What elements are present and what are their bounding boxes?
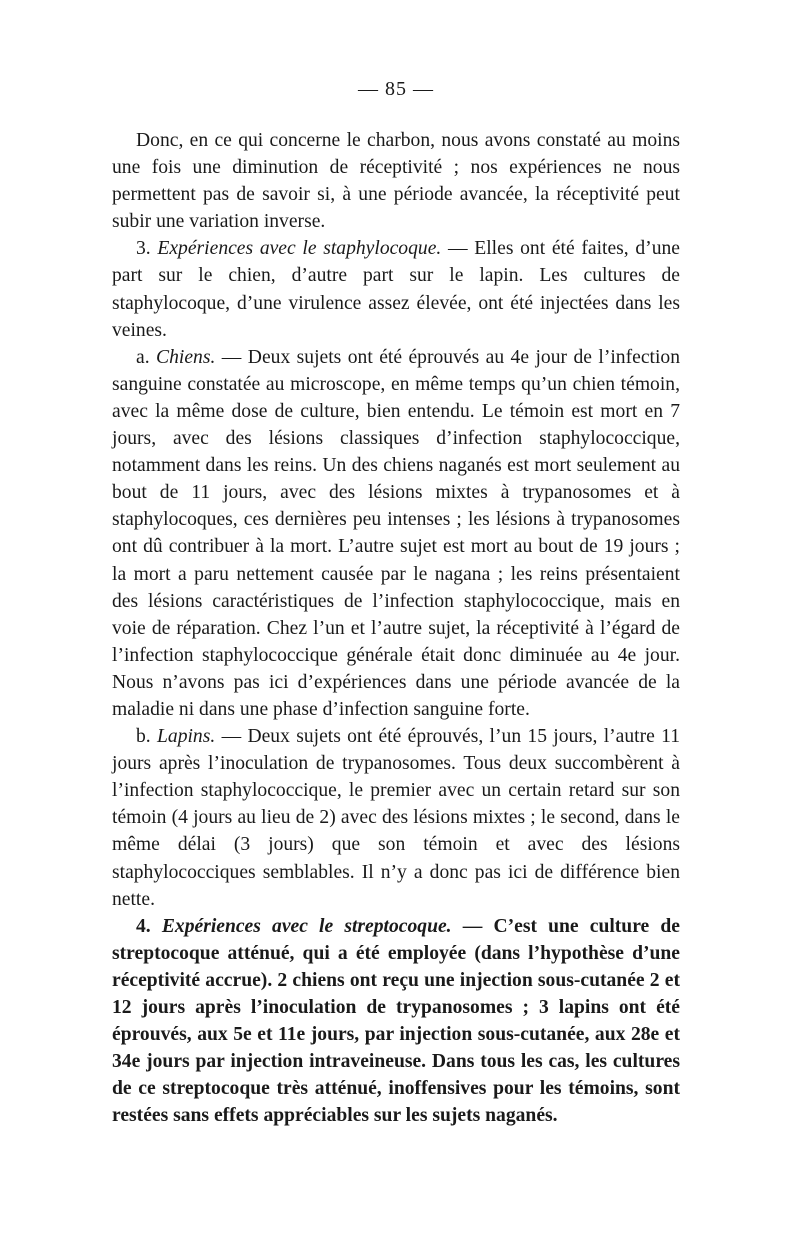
section-title-streptocoque: Expériences avec le streptocoque. xyxy=(161,915,452,937)
paragraph-streptocoque xyxy=(112,913,680,1130)
paragraph-lapins xyxy=(112,723,680,913)
paragraph-chiens xyxy=(112,344,680,723)
subsection-text: — Deux sujets ont été éprouvés, l’un 15 jours, l’autre 11 jours après l’inoculation de trypanosomes. Tous deux succombèrent à l’infection staphylococcique, le premier avec un certain retard sur son témoin (4 jours au lieu de 2) avec des lésions mixtes ; le second, dans le même délai (3 jours) que son témoin et avec des lésions staphylococciques semblables. Il n’y a donc pas ici de différence bien nette. xyxy=(112,726,680,910)
section-text: — C’est une culture de streptocoque atténué, qui a été employée (dans l’hypothèse d’une réceptivité accrue). 2 chiens ont reçu une injection sous-cutanée 2 et 12 jours après l’inoculation de trypanosomes ; 3 lapins ont été éprouvés, aux 5e et 11e jours, par injection sous-cutanée, aux 28e et 34e jours par injection intraveineuse. Dans tous les cas, les cultures de ce streptocoque très atténué, inoffensives pour les témoins, sont restées sans effets appréciables sur les sujets naganés. xyxy=(112,915,680,1127)
paragraph-staphylocoque-intro xyxy=(112,235,680,343)
section-number: 3. xyxy=(136,238,158,260)
page-number: — 85 — xyxy=(358,78,434,100)
document-page xyxy=(112,78,680,1129)
paragraph-charbon-conclusion: Donc, en ce qui concerne le charbon, nous avons constaté au moins une fois une diminution de réceptivité ; nos expériences ne nous permettent pas de savoir si, à une période avancée, la réceptivité peut subir une variation inverse. xyxy=(112,130,680,233)
section-number: 4. xyxy=(136,915,162,937)
subsection-title-lapins: Lapins. xyxy=(157,726,216,748)
subsection-title-chiens: Chiens. xyxy=(156,346,216,368)
section-title-staphylocoque: Expériences avec le staphylocoque. xyxy=(157,238,442,260)
subsection-letter: a. xyxy=(136,346,157,368)
subsection-letter: b. xyxy=(136,726,157,748)
subsection-text: — Deux sujets ont été éprouvés au 4e jour de l’infection sanguine constatée au microscope, en même temps qu’un chien témoin, avec la même dose de culture, bien entendu. Le témoin est mort en 7 jours, avec des lésions classiques d’infection staphylococcique, notamment dans les reins. Un des chiens naganés est mort seulement au bout de 11 jours, avec des lésions mixtes à trypanosomes et à staphylocoques, ces dernières peu intenses ; les lésions à trypanosomes ont dû contribuer à la mort. L’autre sujet est mort au bout de 19 jours ; la mort a paru nettement causée par le nagana ; les reins présentaient des lésions caractéristiques de l’infection staphylococcique, mais en voie de réparation. Chez l’un et l’autre sujet, la réceptivité à l’égard de l’infection staphylococcique générale était donc diminuée au 4e jour. Nous n’avons pas ici d’expériences dans une période avancée de la maladie ni dans une phase d’infection sanguine forte. xyxy=(112,346,680,720)
section-text: — Elles ont été faites, d’une part sur le chien, d’autre part sur le lapin. Les cultures de staphylocoque, d’une virulence assez élevée, ont été injectées dans les veines. xyxy=(112,238,681,341)
